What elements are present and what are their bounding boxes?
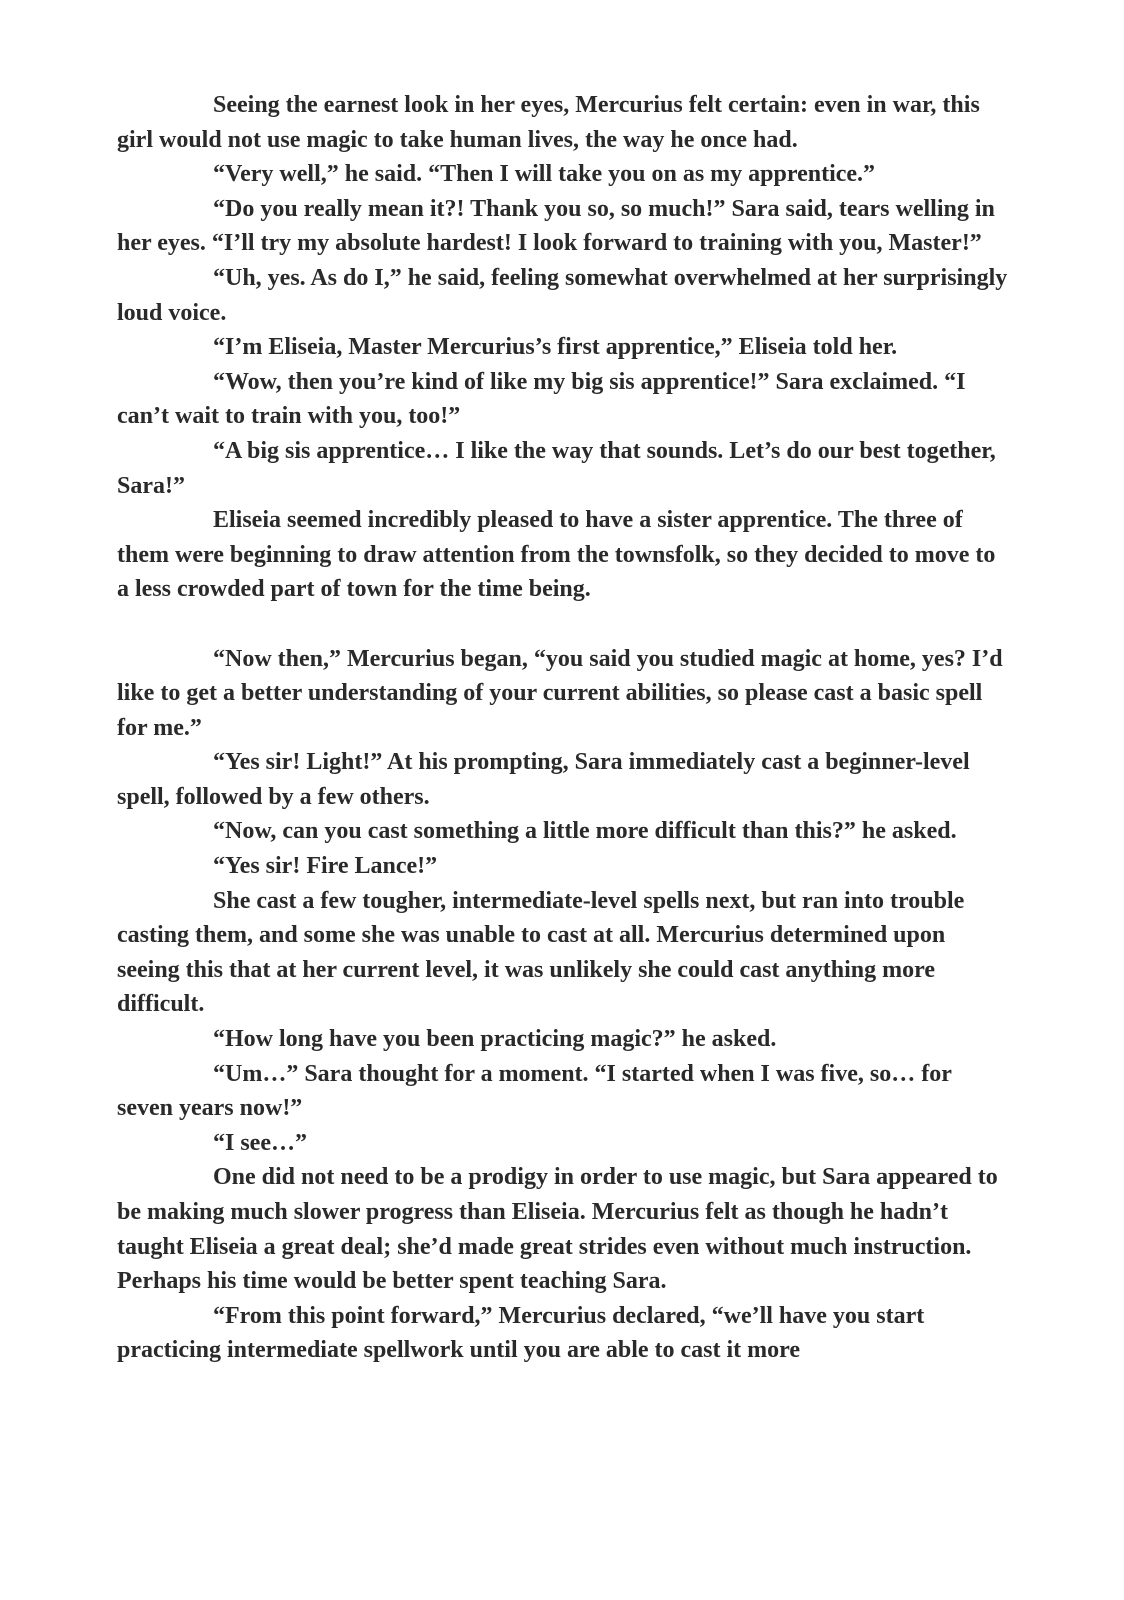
paragraph: “Now, can you cast something a little more difficult than this?” he asked. — [213, 818, 957, 845]
paragraph: “Uh, yes. As do I,” he said, feeling somewhat overwhelmed at her surprisingly loud voice. — [117, 264, 1008, 326]
paragraph: “Yes sir! Light!” At his prompting, Sara immediately cast a beginner-level spell, followed by a few others. — [117, 749, 970, 810]
paragraph: “Now then,” Mercurius began, “you said you studied magic at home, yes? I’d like to get a better understanding of your current abilities, so please cast a basic spell for me.” — [117, 645, 1003, 741]
paragraph: One did not need to be a prodigy in order to use magic, but Sara appeared to be making much slower progress than Eliseia. Mercurius felt as though he hadn’t taught Eliseia a great deal; she’d made great strides even without much instruction. Perhaps his time would be better spent teaching Sara. — [117, 1164, 998, 1295]
paragraph: “Um…” Sara thought for a moment. “I started when I was five, so… for seven years now!” — [117, 1060, 952, 1122]
paragraph: “I’m Eliseia, Master Mercurius’s first apprentice,” Eliseia told her. — [213, 334, 898, 361]
page-text — [117, 88, 1012, 1368]
scene-break — [117, 607, 1012, 642]
paragraph: “A big sis apprentice… I like the way that sounds. Let’s do our best together, Sara!” — [117, 437, 996, 499]
paragraph: “Yes sir! Fire Lance!” — [213, 853, 438, 880]
paragraph: “Wow, then you’re kind of like my big sis apprentice!” Sara exclaimed. “I can’t wait to train with you, too!” — [117, 368, 966, 430]
paragraph: “How long have you been practicing magic?” he asked. — [213, 1026, 777, 1053]
paragraph: “From this point forward,” Mercurius declared, “we’ll have you start practicing intermediate spellwork until you are able to cast it more — [117, 1302, 925, 1364]
paragraph: “I see…” — [213, 1129, 307, 1156]
paragraph: Seeing the earnest look in her eyes, Mercurius felt certain: even in war, this girl would not use magic to take human lives, the way he once had. — [117, 92, 980, 153]
paragraph: “Very well,” he said. “Then I will take you on as my apprentice.” — [213, 161, 876, 188]
paragraph: She cast a few tougher, intermediate-level spells next, but ran into trouble casting them, and some she was unable to cast at all. Mercurius determined upon seeing this that at her current level, it was unlikely she could cast anything more difficult. — [117, 887, 965, 1018]
paragraph: Eliseia seemed incredibly pleased to have a sister apprentice. The three of them were beginning to draw attention from the townsfolk, so they decided to move to a less crowded part of town for the time being. — [117, 507, 996, 603]
paragraph: “Do you really mean it?! Thank you so, so much!” Sara said, tears welling in her eyes. “I’ll try my absolute hardest! I look forward to training with you, Master!” — [117, 195, 995, 257]
